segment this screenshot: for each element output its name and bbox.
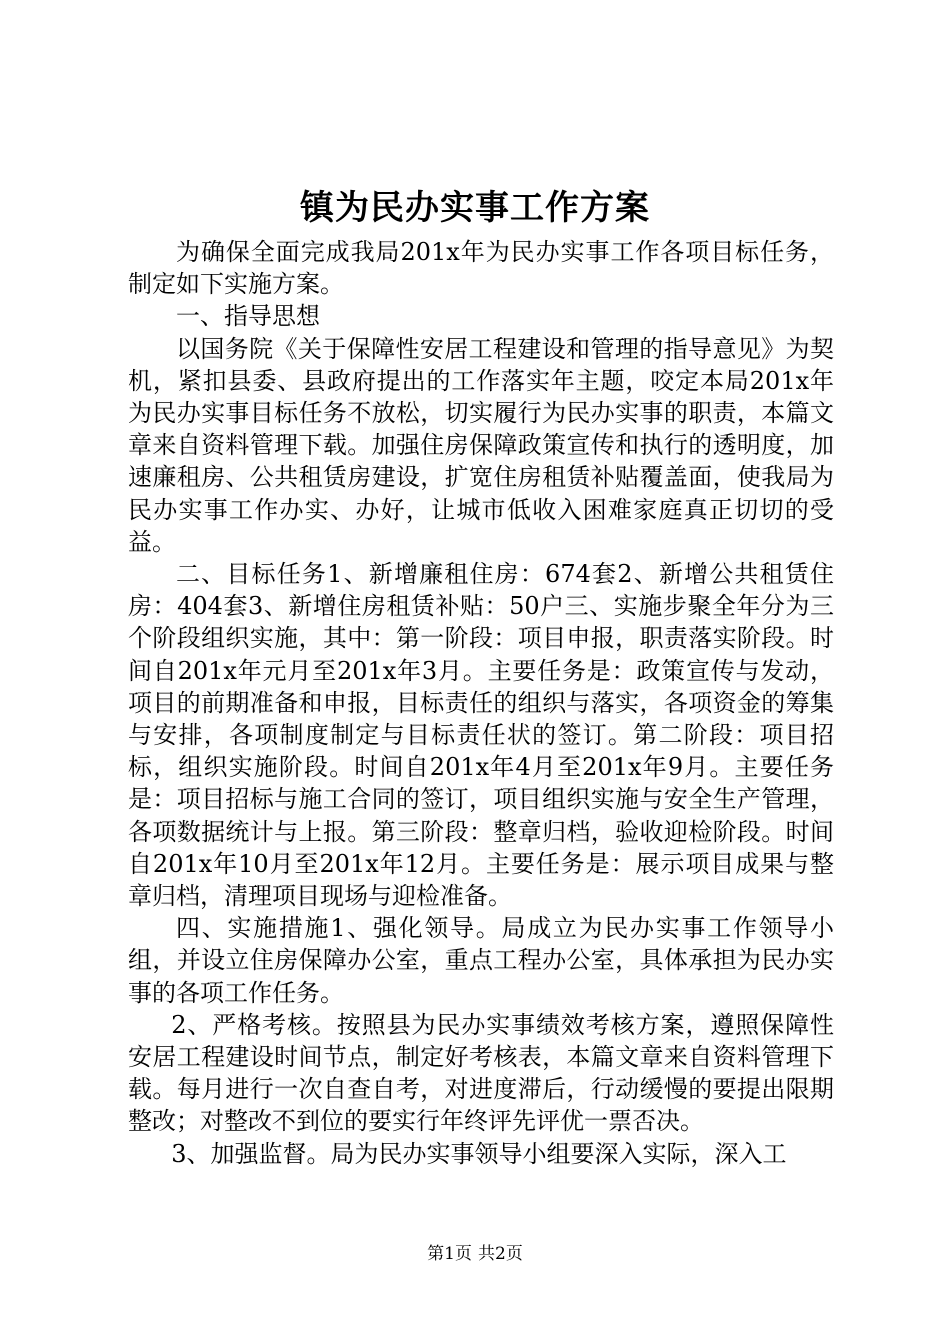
section-heading-guiding-ideology: 一、指导思想 xyxy=(176,302,320,331)
paragraph-measures-assessment: 2、严格考核。按照县为民办实事绩效考核方案，遵照保障性安居工程建设时间节点，制定好考核表，本篇文章来自资料管理下载。每月进行一次自查自考，对进度滞后，行动缓慢的要提出限期整改；对整改不到位的要实行年终评先评优一票否决。 xyxy=(128,1010,834,1136)
paragraph-measures-leadership: 四、实施措施1、强化领导。局成立为民办实事工作领导小组，并设立住房保障办公室，重点工程办公室，具体承担为民办实事的各项工作任务。 xyxy=(128,914,834,1007)
page-footer xyxy=(0,1242,950,1266)
paragraph-guiding-ideology: 以国务院《关于保障性安居工程建设和管理的指导意见》为契机，紧扣县委、县政府提出的工作落实年主题，咬定本局201x年为民办实事目标任务不放松，切实履行为民办实事的职责，本篇文章来自资料管理下载。加强住房保障政策宣传和执行的透明度，加速廉租房、公共租赁房建设，扩宽住房租赁补贴覆盖面，使我局为民办实事工作办实、办好，让城市低收入困难家庭真正切切的受益。 xyxy=(128,334,834,556)
page-total: 共2页 xyxy=(478,1244,523,1264)
document-body xyxy=(128,236,834,1170)
paragraph-targets-and-steps: 二、目标任务1、新增廉租住房：674套2、新增公共租赁住房：404套3、新增住房租赁补贴：50户三、实施步聚全年分为三个阶段组织实施，其中：第一阶段：项目申报，职责落实阶段。时间自201x年元月至201x年3月。主要任务是：政策宣传与发动，项目的前期准备和申报，目标责任的组织与落实，各项资金的筹集与安排，各项制度制定与目标责任状的签订。第二阶段：项目招标，组织实施阶段。时间自201x年4月至201x年9月。主要任务是：项目招标与施工合同的签订，项目组织实施与安全生产管理，各项数据统计与上报。第三阶段：整章归档，验收迎检阶段。时间自201x年10月至201x年12月。主要任务是：展示项目成果与整章归档，清理项目现场与迎检准备。 xyxy=(128,560,834,911)
paragraph-intro: 为确保全面完成我局201x年为民办实事工作各项目标任务，制定如下实施方案。 xyxy=(128,238,834,299)
paragraph-measures-supervision: 3、加强监督。局为民办实事领导小组要深入实际，深入工 xyxy=(171,1139,787,1168)
page-number: 第1页 xyxy=(427,1244,472,1264)
document-title: 镇为民办实事工作方案 xyxy=(300,188,650,228)
